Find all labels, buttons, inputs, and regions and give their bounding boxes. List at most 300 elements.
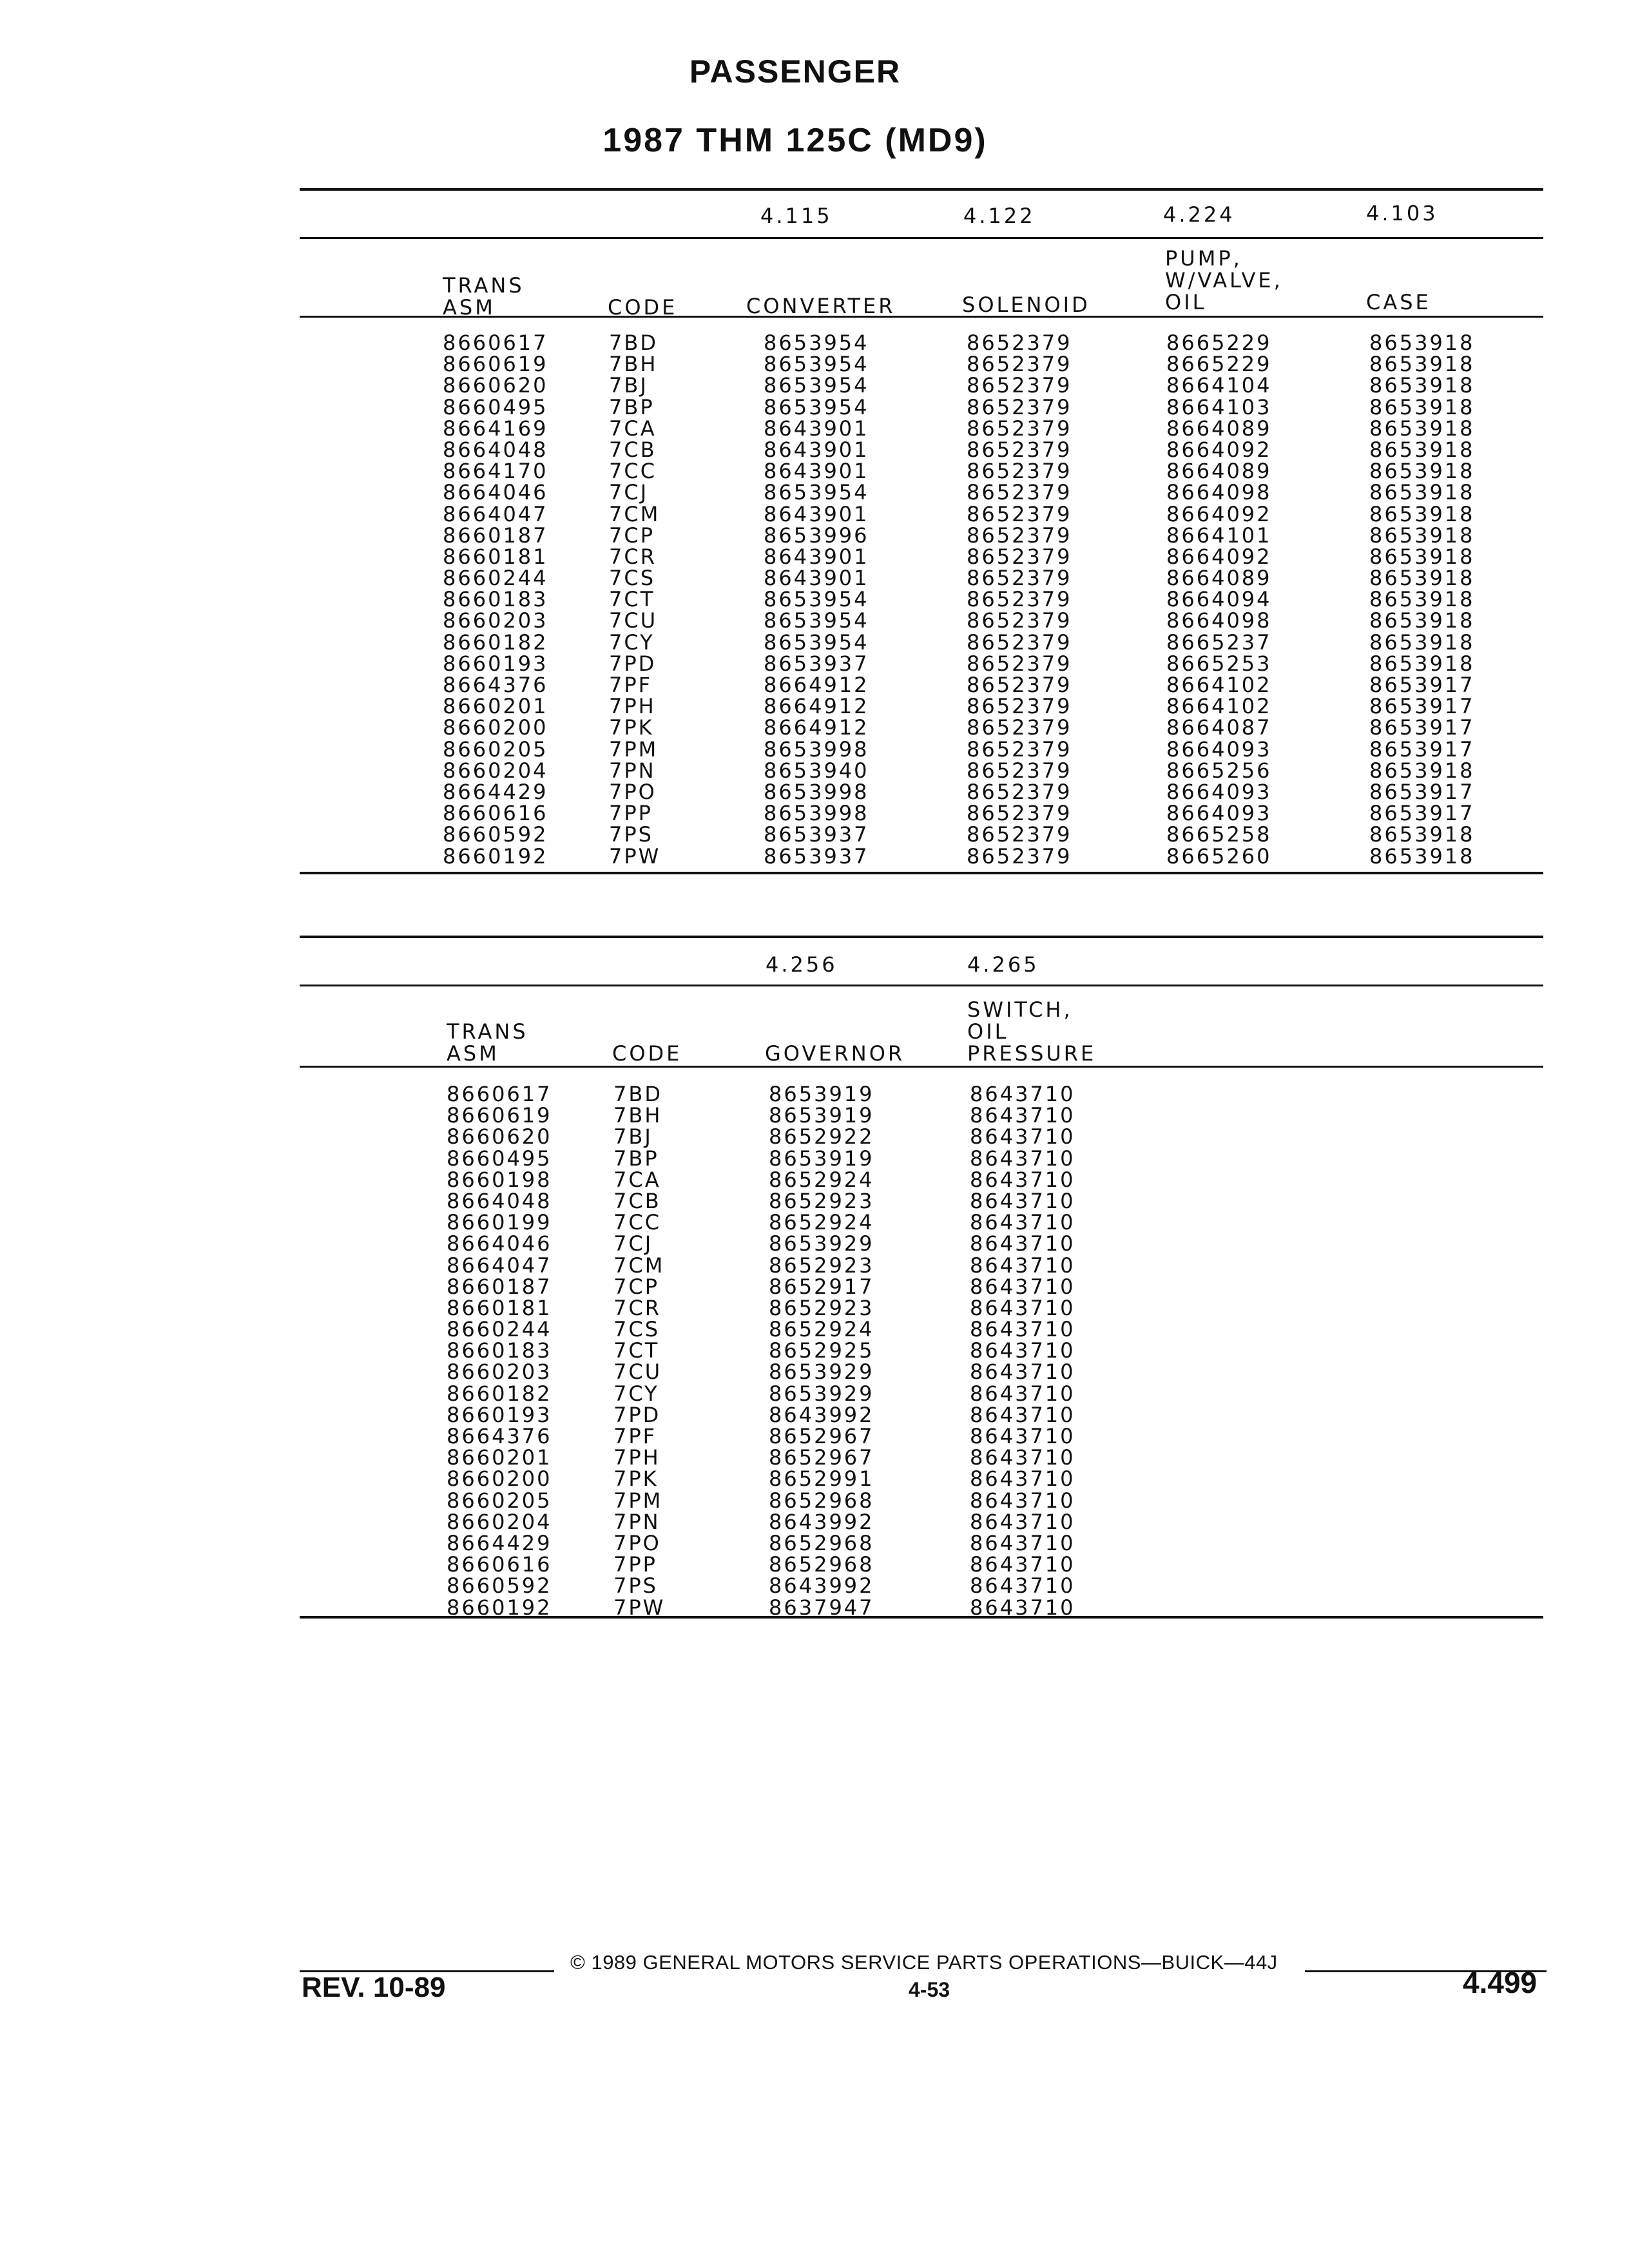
table-2-section-rule [300, 985, 1543, 986]
trans-asm-cell: 8660183 [447, 1338, 552, 1363]
trans-asm-cell: 8660204 [443, 758, 548, 783]
case-cell: 8653918 [1369, 437, 1475, 462]
trans-asm-cell: 8660192 [447, 1595, 552, 1620]
converter-cell: 8664912 [764, 715, 869, 740]
switch-cell: 8643710 [970, 1210, 1075, 1235]
trans-asm-cell: 8664046 [447, 1231, 552, 1256]
governor-cell: 8643992 [769, 1573, 874, 1599]
solenoid-cell: 8652379 [967, 715, 1072, 740]
table-row [300, 1084, 1543, 1105]
code-cell: 7PD [613, 1402, 661, 1427]
switch-cell: 8643710 [970, 1338, 1075, 1363]
section-number-case: 4.103 [1366, 201, 1438, 226]
trans-asm-cell: 8660182 [443, 629, 548, 655]
header-trans-line1: TRANS [443, 273, 525, 298]
trans-asm-cell: 8660617 [447, 1082, 552, 1106]
trans-asm-cell: 8664047 [447, 1253, 552, 1278]
solenoid-cell: 8652379 [967, 736, 1072, 762]
code-cell: 7CP [613, 1274, 659, 1299]
code-cell: 7BD [609, 331, 658, 355]
switch-cell: 8643710 [970, 1466, 1075, 1492]
code-cell: 7PK [613, 1466, 659, 1492]
governor-cell: 8653929 [769, 1381, 874, 1406]
switch-cell: 8643710 [970, 1082, 1075, 1106]
trans-asm-cell: 8660182 [447, 1381, 552, 1406]
switch-cell: 8643710 [970, 1146, 1075, 1171]
trans-asm-cell: 8660181 [447, 1295, 552, 1320]
governor-cell: 8653919 [769, 1082, 874, 1106]
case-cell: 8653917 [1369, 673, 1475, 697]
table-row [300, 717, 1543, 738]
section-number: 4.499 [1463, 1966, 1537, 1999]
switch-cell: 8643710 [970, 1445, 1075, 1470]
case-cell: 8653917 [1369, 779, 1475, 804]
header-governor: GOVERNOR [765, 1041, 905, 1066]
solenoid-cell: 8652379 [967, 352, 1072, 377]
table-row [300, 1295, 1543, 1320]
pump-cell: 8664093 [1166, 779, 1272, 804]
pump-cell: 8665256 [1166, 758, 1272, 783]
switch-cell: 8643710 [970, 1274, 1075, 1299]
table-row [300, 779, 1543, 804]
solenoid-cell: 8652379 [967, 801, 1072, 826]
code-cell: 7PM [613, 1488, 663, 1513]
converter-cell: 8653998 [764, 736, 869, 762]
solenoid-cell: 8652379 [967, 758, 1072, 783]
converter-cell: 8653954 [764, 373, 869, 398]
solenoid-cell: 8652379 [967, 331, 1072, 355]
trans-asm-cell: 8660203 [447, 1360, 552, 1385]
switch-cell: 8643710 [970, 1509, 1075, 1534]
governor-cell: 8652923 [769, 1295, 874, 1320]
case-cell: 8653918 [1369, 608, 1475, 633]
table-row [300, 653, 1543, 675]
trans-asm-cell: 8660244 [447, 1317, 552, 1342]
governor-cell: 8653929 [769, 1231, 874, 1256]
solenoid-cell: 8652379 [967, 501, 1072, 526]
table-row [300, 824, 1543, 845]
trans-asm-cell: 8660187 [443, 523, 548, 548]
code-cell: 7CC [613, 1210, 662, 1235]
trans-asm-cell: 8660201 [443, 694, 548, 719]
table-row [300, 629, 1543, 655]
header-converter: CONVERTER [746, 294, 896, 318]
trans-asm-cell: 8660592 [443, 822, 548, 847]
page-subtitle: 1987 THM 125C (MD9) [602, 122, 988, 159]
page-title: PASSENGER [689, 53, 901, 90]
governor-cell: 8653919 [769, 1103, 874, 1128]
pump-cell: 8664098 [1166, 608, 1272, 633]
pump-cell: 8664103 [1166, 394, 1272, 419]
code-cell: 7CY [609, 629, 655, 655]
solenoid-cell: 8652379 [967, 629, 1072, 655]
code-cell: 7CM [613, 1253, 665, 1278]
section-number-governor: 4.256 [766, 952, 838, 977]
trans-asm-cell: 8660192 [443, 843, 548, 869]
case-cell: 8653917 [1369, 736, 1475, 762]
solenoid-cell: 8652379 [967, 566, 1072, 591]
trans-asm-cell: 8660183 [443, 587, 548, 612]
trans-asm-cell: 8660619 [447, 1103, 552, 1128]
trans-asm-cell: 8660193 [447, 1402, 552, 1427]
pump-cell: 8665258 [1166, 822, 1272, 847]
header-switch-line1: SWITCH, [967, 997, 1073, 1022]
code-cell: 7PF [613, 1424, 657, 1448]
trans-asm-cell: 8664429 [443, 779, 548, 804]
table-row [300, 736, 1543, 762]
code-cell: 7CJ [613, 1231, 653, 1256]
case-cell: 8653918 [1369, 629, 1475, 655]
case-cell: 8653918 [1369, 373, 1475, 398]
header-pump-line1: PUMP, [1165, 246, 1242, 271]
solenoid-cell: 8652379 [967, 673, 1072, 697]
code-cell: 7CR [613, 1295, 661, 1320]
case-cell: 8653918 [1369, 394, 1475, 419]
governor-cell: 8652922 [769, 1124, 874, 1149]
converter-cell: 8653937 [764, 651, 869, 676]
trans-asm-cell: 8660203 [443, 608, 548, 633]
case-cell: 8653918 [1369, 758, 1475, 783]
table-row [300, 1105, 1543, 1126]
case-cell: 8653917 [1369, 801, 1475, 826]
code-cell: 7CB [609, 437, 657, 462]
converter-cell: 8653940 [764, 758, 869, 783]
solenoid-cell: 8652379 [967, 437, 1072, 462]
pump-cell: 8664093 [1166, 801, 1272, 826]
case-cell: 8653918 [1369, 651, 1475, 676]
table-row [300, 1490, 1543, 1512]
switch-cell: 8643710 [970, 1253, 1075, 1278]
header-code: CODE [608, 295, 678, 320]
table-row [300, 1188, 1543, 1213]
governor-cell: 8637947 [769, 1595, 874, 1620]
governor-cell: 8652917 [769, 1274, 874, 1299]
code-cell: 7BH [609, 352, 658, 377]
switch-cell: 8643710 [970, 1488, 1075, 1513]
case-cell: 8653918 [1369, 331, 1475, 355]
switch-cell: 8643710 [970, 1402, 1075, 1427]
solenoid-cell: 8652379 [967, 523, 1072, 548]
trans-asm-cell: 8660193 [443, 651, 548, 676]
code-cell: 7CA [613, 1167, 661, 1192]
solenoid-cell: 8652379 [967, 587, 1072, 612]
pump-cell: 8665260 [1166, 843, 1272, 869]
table-row [300, 610, 1543, 631]
governor-cell: 8652925 [769, 1338, 874, 1363]
converter-cell: 8643901 [764, 566, 869, 591]
case-cell: 8653918 [1369, 480, 1475, 505]
converter-cell: 8653954 [764, 629, 869, 655]
converter-cell: 8653954 [764, 587, 869, 612]
converter-cell: 8643901 [764, 544, 869, 569]
trans-asm-cell: 8660617 [443, 331, 548, 355]
trans-asm-cell: 8664046 [443, 480, 548, 505]
governor-cell: 8652923 [769, 1253, 874, 1278]
switch-cell: 8643710 [970, 1573, 1075, 1599]
code-cell: 7BP [613, 1146, 659, 1171]
pump-cell: 8664092 [1166, 437, 1272, 462]
case-cell: 8653918 [1369, 843, 1475, 869]
table-row [300, 1597, 1543, 1619]
table-row [300, 525, 1543, 546]
governor-cell: 8643992 [769, 1509, 874, 1534]
converter-cell: 8653954 [764, 608, 869, 633]
solenoid-cell: 8652379 [967, 394, 1072, 419]
header-switch-line3: PRESSURE [967, 1041, 1097, 1066]
trans-asm-cell: 8664376 [447, 1424, 552, 1448]
converter-cell: 8653954 [764, 352, 869, 377]
table-1-header-rule [300, 316, 1543, 318]
table-1-top-rule [300, 188, 1543, 191]
code-cell: 7PM [609, 736, 659, 762]
converter-cell: 8643901 [764, 459, 869, 484]
table-row [300, 803, 1543, 824]
code-cell: 7PH [613, 1445, 660, 1470]
trans-asm-cell: 8660620 [447, 1124, 552, 1149]
header-case: CASE [1366, 290, 1431, 314]
code-cell: 7CU [609, 608, 658, 633]
table-row [300, 354, 1543, 375]
case-cell: 8653917 [1369, 694, 1475, 719]
trans-asm-cell: 8660204 [447, 1509, 552, 1534]
code-cell: 7CY [613, 1381, 659, 1406]
pump-cell: 8664089 [1166, 566, 1272, 591]
code-cell: 7PW [609, 843, 661, 869]
pump-cell: 8664093 [1166, 736, 1272, 762]
trans-asm-cell: 8660200 [443, 715, 548, 740]
table-1-section-rule [300, 237, 1543, 239]
trans-asm-cell: 8660616 [443, 801, 548, 826]
converter-cell: 8653954 [764, 394, 869, 419]
solenoid-cell: 8652379 [967, 822, 1072, 847]
header-solenoid: SOLENOID [962, 293, 1090, 317]
trans-asm-cell: 8660244 [443, 566, 548, 591]
trans-asm-cell: 8660181 [443, 544, 548, 569]
trans-asm-cell: 8664047 [443, 501, 548, 526]
pump-cell: 8664102 [1166, 673, 1272, 697]
converter-cell: 8643901 [764, 501, 869, 526]
table-1-body [300, 332, 1543, 867]
case-cell: 8653918 [1369, 587, 1475, 612]
solenoid-cell: 8652379 [967, 459, 1072, 484]
section-number-converter: 4.115 [760, 204, 833, 228]
converter-cell: 8664912 [764, 673, 869, 697]
pump-cell: 8665253 [1166, 651, 1272, 676]
code-cell: 7CS [609, 566, 656, 591]
table-row [300, 1402, 1543, 1427]
parts-table-2 [300, 928, 1543, 1637]
case-cell: 8653918 [1369, 523, 1475, 548]
code-cell: 7PS [609, 822, 653, 847]
trans-asm-cell: 8660592 [447, 1573, 552, 1599]
trans-asm-cell: 8660187 [447, 1274, 552, 1299]
trans-asm-cell: 8664169 [443, 416, 548, 441]
switch-cell: 8643710 [970, 1231, 1075, 1256]
pump-cell: 8665237 [1166, 629, 1272, 655]
trans-asm-cell: 8660201 [447, 1445, 552, 1470]
switch-cell: 8643710 [970, 1295, 1075, 1320]
table-row [300, 546, 1543, 568]
pump-cell: 8664089 [1166, 459, 1272, 484]
switch-cell: 8643710 [970, 1424, 1075, 1448]
table-row [300, 1383, 1543, 1405]
page-number: 4-53 [909, 1978, 950, 2001]
code-cell: 7PN [609, 758, 656, 783]
table-row [300, 568, 1543, 589]
converter-cell: 8643901 [764, 416, 869, 441]
switch-cell: 8643710 [970, 1188, 1075, 1213]
trans-asm-cell: 8660205 [447, 1488, 552, 1513]
table-2-bottom-rule [300, 1616, 1543, 1619]
solenoid-cell: 8652379 [967, 416, 1072, 441]
solenoid-cell: 8652379 [967, 779, 1072, 804]
header-code: CODE [612, 1041, 682, 1066]
code-cell: 7PF [609, 673, 653, 697]
trans-asm-cell: 8660200 [447, 1466, 552, 1492]
trans-asm-cell: 8660199 [447, 1210, 552, 1235]
code-cell: 7PH [609, 694, 656, 719]
pump-cell: 8664102 [1166, 694, 1272, 719]
code-cell: 7PS [613, 1573, 658, 1599]
trans-asm-cell: 8660198 [447, 1167, 552, 1192]
code-cell: 7BP [609, 394, 655, 419]
solenoid-cell: 8652379 [967, 544, 1072, 569]
table-row [300, 482, 1543, 503]
table-row [300, 1468, 1543, 1490]
table-row [300, 1361, 1543, 1383]
section-number-switch: 4.265 [967, 952, 1039, 977]
table-row [300, 375, 1543, 396]
governor-cell: 8652968 [769, 1488, 874, 1513]
table-row [300, 332, 1543, 354]
section-number-solenoid: 4.122 [963, 204, 1036, 228]
code-cell: 7PO [613, 1530, 661, 1555]
pump-cell: 8664092 [1166, 544, 1272, 569]
governor-cell: 8643992 [769, 1402, 874, 1427]
table-row [300, 1575, 1543, 1597]
code-cell: 7PK [609, 715, 654, 740]
switch-cell: 8643710 [970, 1360, 1075, 1385]
pump-cell: 8664104 [1166, 373, 1272, 398]
table-row [300, 589, 1543, 610]
table-row [300, 1319, 1543, 1340]
revision-date: REV. 10-89 [302, 1972, 446, 2003]
pump-cell: 8665229 [1166, 352, 1272, 377]
table-row [300, 439, 1543, 461]
governor-cell: 8653919 [769, 1146, 874, 1171]
pump-cell: 8665229 [1166, 331, 1272, 355]
table-row [300, 461, 1543, 482]
switch-cell: 8643710 [970, 1124, 1075, 1149]
header-pump-line3: OIL [1165, 290, 1207, 314]
table-row [300, 760, 1543, 782]
case-cell: 8653918 [1369, 544, 1475, 569]
converter-cell: 8653998 [764, 801, 869, 826]
code-cell: 7PD [609, 651, 657, 676]
code-cell: 7CJ [609, 480, 649, 505]
governor-cell: 8652967 [769, 1424, 874, 1448]
converter-cell: 8664912 [764, 694, 869, 719]
solenoid-cell: 8652379 [967, 843, 1072, 869]
trans-asm-cell: 8660495 [447, 1146, 552, 1171]
code-cell: 7BJ [613, 1124, 653, 1149]
table-row [300, 501, 1543, 526]
switch-cell: 8643710 [970, 1381, 1075, 1406]
switch-cell: 8643710 [970, 1552, 1075, 1577]
header-trans-line2: ASM [443, 295, 496, 320]
governor-cell: 8652924 [769, 1317, 874, 1342]
code-cell: 7BJ [609, 373, 648, 398]
trans-asm-cell: 8660205 [443, 736, 548, 762]
table-row [300, 843, 1543, 869]
header-trans-line1: TRANS [447, 1019, 528, 1044]
code-cell: 7CR [609, 544, 657, 569]
code-cell: 7PP [613, 1552, 657, 1577]
code-cell: 7BH [613, 1103, 662, 1128]
governor-cell: 8652991 [769, 1466, 874, 1492]
pump-cell: 8664098 [1166, 480, 1272, 505]
table-2-header-rule [300, 1066, 1543, 1068]
table-row [300, 1340, 1543, 1361]
switch-cell: 8643710 [970, 1103, 1075, 1128]
case-cell: 8653918 [1369, 459, 1475, 484]
header-trans-line2: ASM [447, 1041, 499, 1066]
case-cell: 8653918 [1369, 501, 1475, 526]
table-row [300, 1255, 1543, 1276]
pump-cell: 8664094 [1166, 587, 1272, 612]
case-cell: 8653918 [1369, 352, 1475, 377]
governor-cell: 8652923 [769, 1188, 874, 1213]
table-row [300, 1169, 1543, 1191]
trans-asm-cell: 8664048 [443, 437, 548, 462]
code-cell: 7BD [613, 1082, 662, 1106]
code-cell: 7CT [613, 1338, 660, 1363]
converter-cell: 8643901 [764, 437, 869, 462]
table-row [300, 1447, 1543, 1468]
trans-asm-cell: 8660619 [443, 352, 548, 377]
switch-cell: 8643710 [970, 1317, 1075, 1342]
table-1-bottom-rule [300, 872, 1543, 874]
table-row [300, 696, 1543, 717]
table-row [300, 394, 1543, 419]
code-cell: 7CB [613, 1188, 661, 1213]
code-cell: 7CU [613, 1360, 662, 1385]
table-row [300, 1509, 1543, 1534]
code-cell: 7CT [609, 587, 655, 612]
trans-asm-cell: 8660616 [447, 1552, 552, 1577]
solenoid-cell: 8652379 [967, 608, 1072, 633]
code-cell: 7CP [609, 523, 655, 548]
header-switch-line2: OIL [967, 1019, 1009, 1044]
code-cell: 7PN [613, 1509, 660, 1534]
solenoid-cell: 8652379 [967, 373, 1072, 398]
governor-cell: 8652924 [769, 1167, 874, 1192]
parts-table-1 [300, 180, 1543, 896]
header-pump-line2: W/VALVE, [1165, 268, 1283, 293]
trans-asm-cell: 8664170 [443, 459, 548, 484]
trans-asm-cell: 8664429 [447, 1530, 552, 1555]
converter-cell: 8653937 [764, 822, 869, 847]
code-cell: 7CS [613, 1317, 660, 1342]
table-row [300, 1554, 1543, 1575]
pump-cell: 8664089 [1166, 416, 1272, 441]
converter-cell: 8653998 [764, 779, 869, 804]
governor-cell: 8652924 [769, 1210, 874, 1235]
trans-asm-cell: 8660620 [443, 373, 548, 398]
switch-cell: 8643710 [970, 1530, 1075, 1555]
code-cell: 7PW [613, 1595, 666, 1620]
table-row [300, 1530, 1543, 1555]
